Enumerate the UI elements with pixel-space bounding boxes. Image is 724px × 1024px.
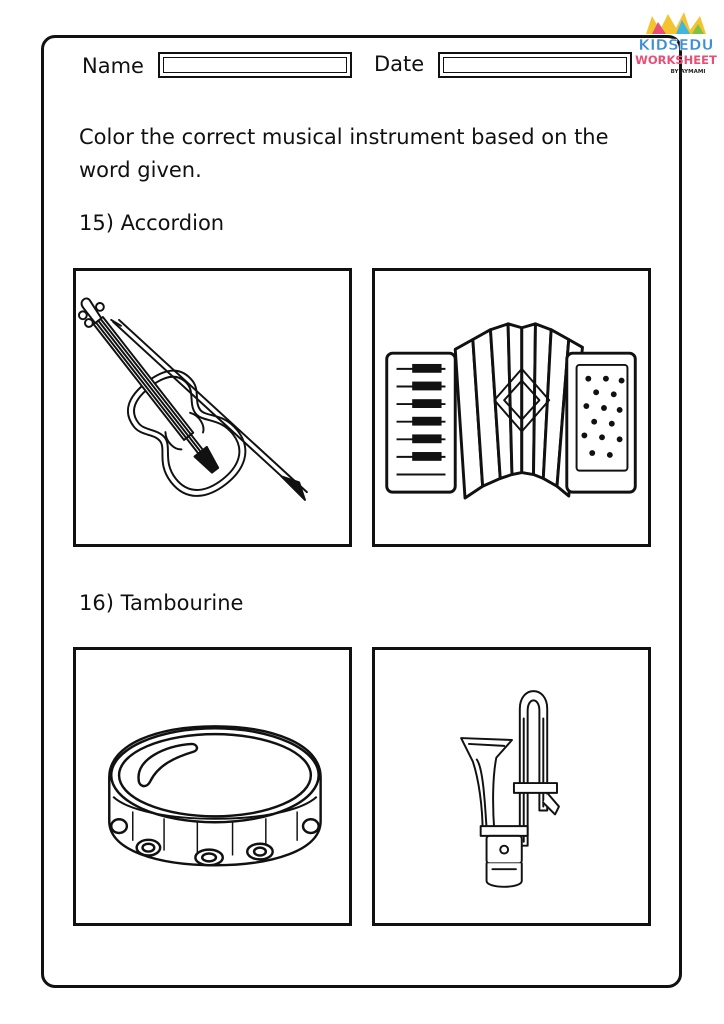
svg-text:KIDSEDU: KIDSEDU bbox=[638, 36, 714, 54]
question-16-label: 16) Tambourine bbox=[79, 591, 244, 615]
option-tambourine[interactable] bbox=[73, 647, 352, 926]
svg-text:WORKSHEET: WORKSHEET bbox=[635, 53, 717, 67]
option-accordion[interactable] bbox=[372, 268, 651, 547]
kidsedu-logo bbox=[632, 10, 720, 76]
date-field[interactable] bbox=[438, 52, 632, 78]
option-violin[interactable] bbox=[73, 268, 352, 547]
option-trombone[interactable] bbox=[372, 647, 651, 926]
violin-icon bbox=[76, 271, 349, 544]
date-label: Date bbox=[374, 52, 425, 76]
instructions-text: Color the correct musical instrument based on the word given. bbox=[79, 125, 609, 182]
trombone-icon bbox=[375, 650, 648, 923]
accordion-icon bbox=[375, 271, 648, 544]
name-label: Name bbox=[82, 54, 144, 78]
name-field[interactable] bbox=[158, 52, 352, 78]
tambourine-icon bbox=[76, 650, 349, 923]
question-15-label: 15) Accordion bbox=[79, 211, 225, 235]
svg-text:BY AYMAMI: BY AYMAMI bbox=[670, 69, 706, 75]
